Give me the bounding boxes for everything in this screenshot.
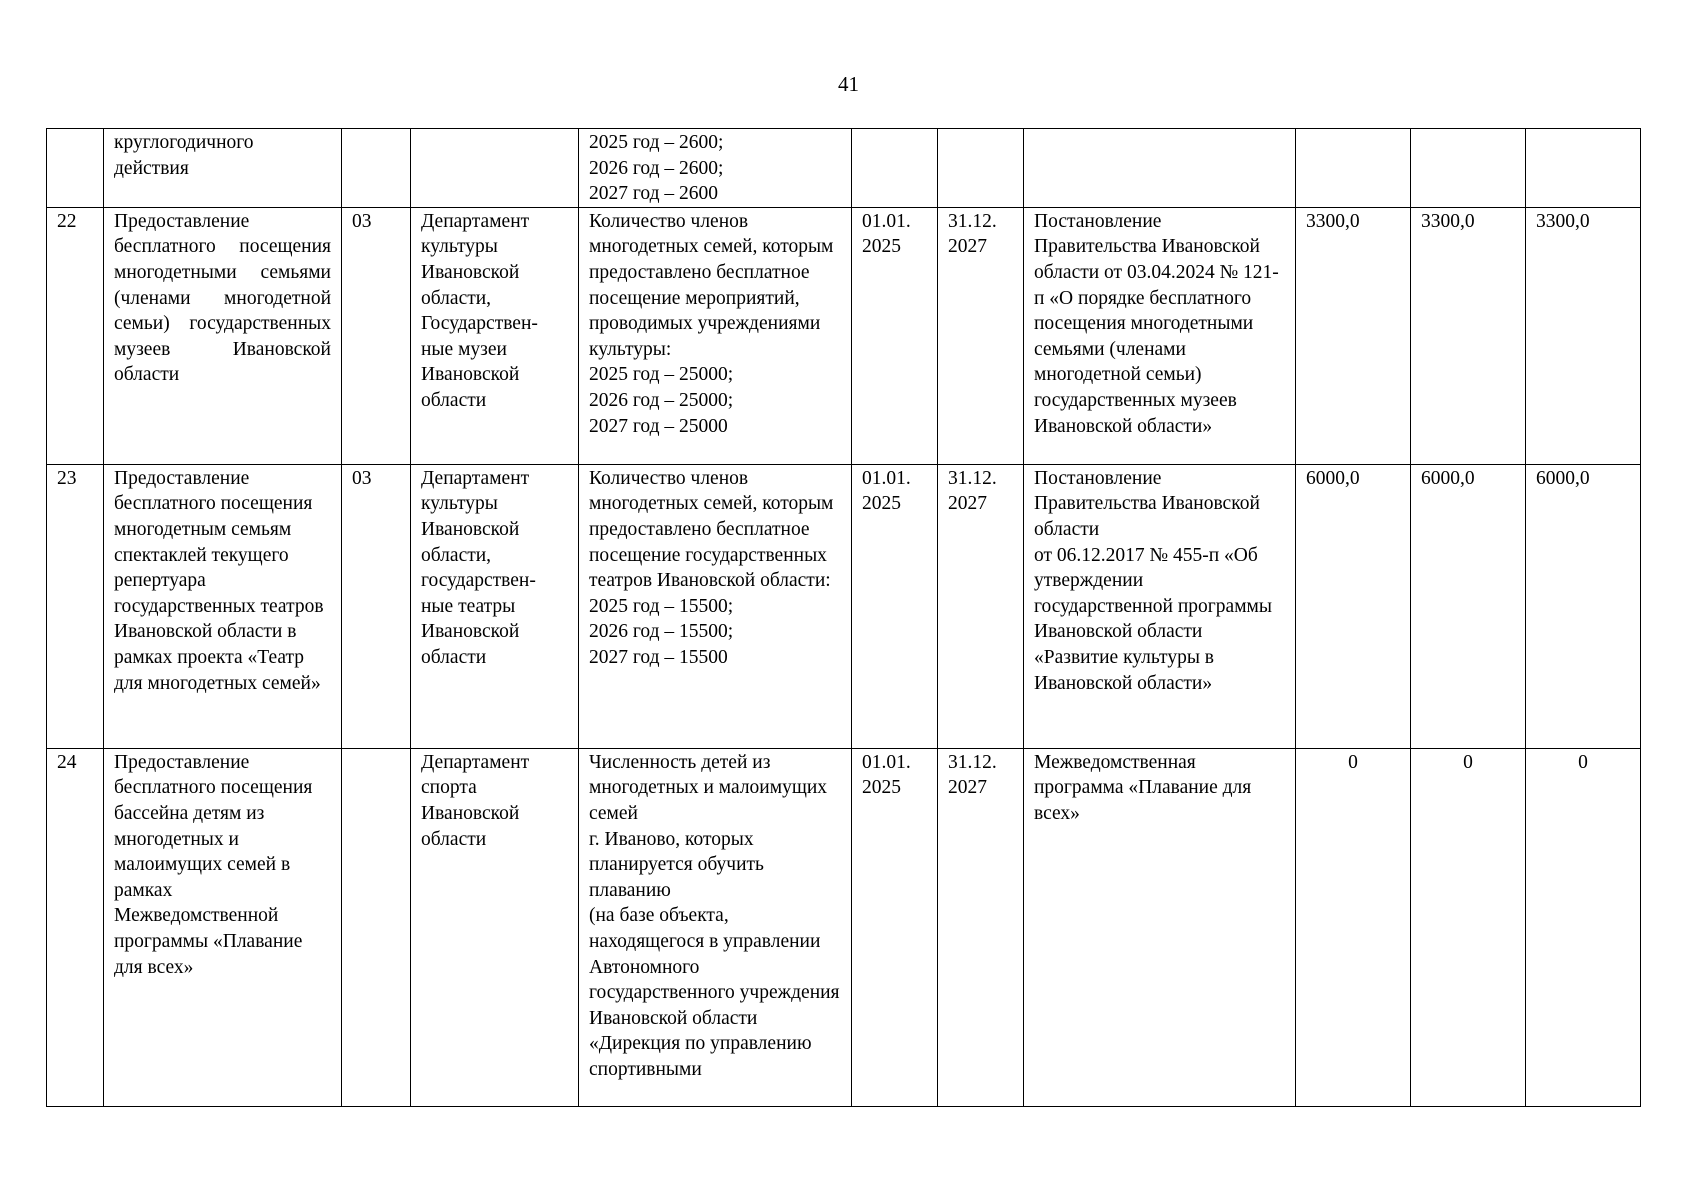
table-row — [47, 207, 1641, 464]
value-2027 — [1526, 129, 1641, 208]
row-number — [47, 129, 104, 208]
code-cell — [342, 129, 411, 208]
row-number: 24 — [47, 748, 104, 1106]
value-2027: 3300,0 — [1526, 207, 1641, 464]
start-date: 01.01. 2025 — [852, 464, 938, 748]
indicator-cell: Количество членов многодетных семей, которым предоставлено бесплатное посещение государственных театров Ивановской области: 2025 год – 15500; 2026 год – 15500; 2027 год – 15500 — [579, 464, 852, 748]
indicator-cell: Количество членов многодетных семей, которым предоставлено бесплатное посещение мероприятий, проводимых учреждениями культуры: 2025 год – 25000; 2026 год – 25000; 2027 год – 25000 — [579, 207, 852, 464]
value-2026 — [1411, 129, 1526, 208]
value-2027: 0 — [1526, 748, 1641, 1106]
end-date: 31.12. 2027 — [938, 207, 1024, 464]
start-date — [852, 129, 938, 208]
indicator-cell: 2025 год – 2600; 2026 год – 2600; 2027 год – 2600 — [579, 129, 852, 208]
value-2026: 6000,0 — [1411, 464, 1526, 748]
measure-name: круглогодичного действия — [104, 129, 342, 208]
measure-name: Предоставление бесплатного посещения многодетными семьями (членами многодетной семьи) государственных музеев Ивановской области — [104, 207, 342, 464]
value-2026: 3300,0 — [1411, 207, 1526, 464]
basis-cell: Межведомственная программа «Плавание для всех» — [1024, 748, 1296, 1106]
start-date: 01.01. 2025 — [852, 207, 938, 464]
measure-name: Предоставление бесплатного посещения многодетным семьям спектаклей текущего репертуара государственных театров Ивановской области в рамках проекта «Театр для многодетных семей» — [104, 464, 342, 748]
basis-cell: Постановление Правительства Ивановской области от 03.04.2024 № 121-п «О порядке бесплатного посещения многодетными семьями (членами многодетной семьи) государственных музеев Ивановской области» — [1024, 207, 1296, 464]
end-date: 31.12. 2027 — [938, 748, 1024, 1106]
executor-cell: Департамент культуры Ивановской области, государствен-ные театры Ивановской области — [411, 464, 579, 748]
executor-cell: Департамент культуры Ивановской области, Государствен-ные музеи Ивановской области — [411, 207, 579, 464]
value-2025: 6000,0 — [1296, 464, 1411, 748]
code-cell: 03 — [342, 464, 411, 748]
basis-cell — [1024, 129, 1296, 208]
table-row — [47, 464, 1641, 748]
executor-cell: Департамент спорта Ивановской области — [411, 748, 579, 1106]
end-date: 31.12. 2027 — [938, 464, 1024, 748]
table-row — [47, 129, 1641, 208]
value-2025: 3300,0 — [1296, 207, 1411, 464]
end-date — [938, 129, 1024, 208]
value-2025 — [1296, 129, 1411, 208]
code-cell: 03 — [342, 207, 411, 464]
start-date: 01.01. 2025 — [852, 748, 938, 1106]
row-number: 23 — [47, 464, 104, 748]
indicator-cell: Численность детей из многодетных и малоимущих семей г. Иваново, которых планируется обучить плаванию (на базе объекта, находящегося в управлении Автономного государственного учреждения Ивановской области «Дирекция по управлению спортивными — [579, 748, 852, 1106]
page-number: 41 — [838, 72, 859, 96]
row-number: 22 — [47, 207, 104, 464]
value-2026: 0 — [1411, 748, 1526, 1106]
executor-cell — [411, 129, 579, 208]
basis-cell: Постановление Правительства Ивановской области от 06.12.2017 № 455-п «Об утверждении государственной программы Ивановской области «Развитие культуры в Ивановской области» — [1024, 464, 1296, 748]
value-2027: 6000,0 — [1526, 464, 1641, 748]
code-cell — [342, 748, 411, 1106]
measures-table — [46, 128, 1641, 1107]
measure-name: Предоставление бесплатного посещения бассейна детям из многодетных и малоимущих семей в рамках Межведомственной программы «Плавание для всех» — [104, 748, 342, 1106]
table-row — [47, 748, 1641, 1106]
value-2025: 0 — [1296, 748, 1411, 1106]
